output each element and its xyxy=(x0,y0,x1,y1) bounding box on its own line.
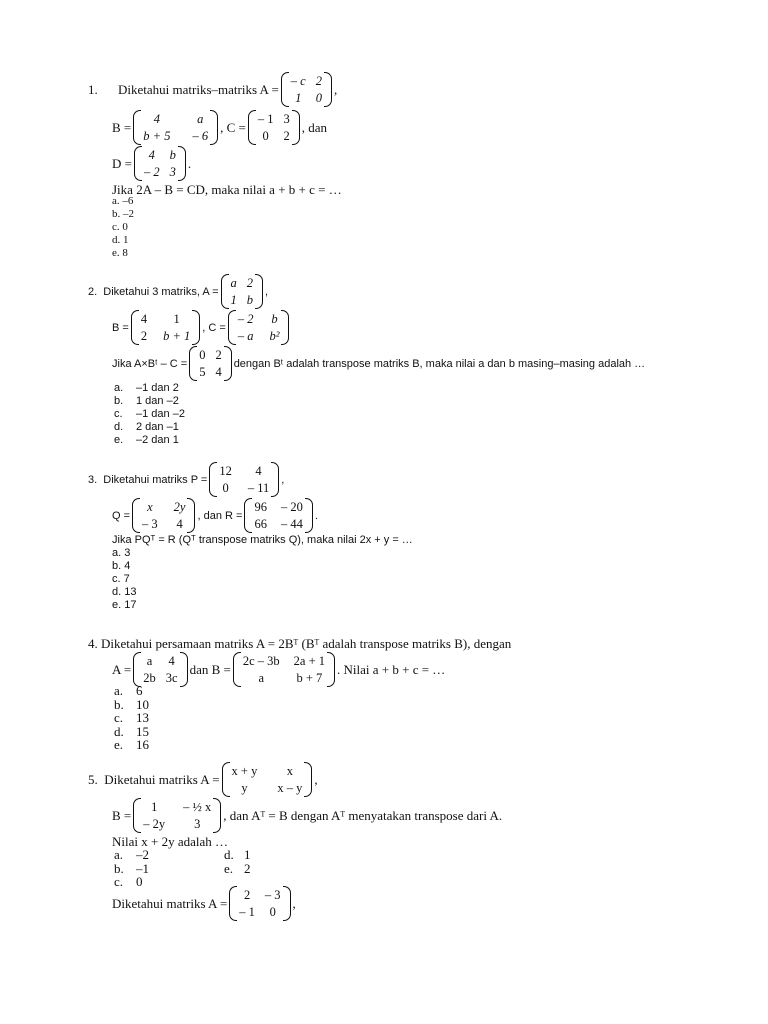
q5-b-line xyxy=(112,798,502,833)
q3-matrix-q: x 2y – 3 4 xyxy=(132,498,195,533)
q4-option-e[interactable]: e. 16 xyxy=(114,737,149,752)
q5-option-b[interactable]: b. –1 xyxy=(114,860,149,876)
q2-intro: 2. Diketahui 3 matriks, A = xyxy=(88,285,219,298)
q3-options xyxy=(112,547,136,612)
q2-intro-line: 2. Diketahui 3 matriks, A = a 2 1 b , xyxy=(88,276,269,307)
q3-r-prefix: , dan R = xyxy=(197,509,243,522)
q4-a-prefix: A = xyxy=(112,661,132,677)
q4-matrix-line xyxy=(112,652,445,687)
q5-question: Nilai x + 2y adalah … xyxy=(112,834,228,849)
q2-question-line xyxy=(112,346,645,381)
q2-option-b[interactable]: b. 1 dan –2 xyxy=(114,395,179,407)
q4-option-c[interactable]: c. 13 xyxy=(114,710,149,725)
q2-bc-line xyxy=(112,310,291,345)
q1-number: 1. xyxy=(88,81,98,97)
q1-intro: Diketahui matriks–matriks A = xyxy=(118,81,279,97)
q5-intro-line: 5. Diketahui matriks A = x + y x y x – y , xyxy=(88,764,318,795)
q2-option-d[interactable]: d. 2 dan –1 xyxy=(114,421,179,433)
q2-option-e[interactable]: e. –2 dan 1 xyxy=(114,434,179,446)
q3-option-a[interactable]: a. 3 xyxy=(112,547,131,559)
q3-intro-line: 3. Diketahui matriks P = 12 4 0 – 11 , xyxy=(88,464,285,495)
q2-matrix-b: 4 1 2 b + 1 xyxy=(131,310,200,345)
q4-matrix-b: 2c – 3b 2a + 1 a b + 7 xyxy=(233,652,335,687)
q2-b-prefix: B = xyxy=(112,321,129,334)
q3-question: Jika PQᵀ = R (Qᵀ transpose matriks Q), maka nilai 2x + y = … xyxy=(112,534,413,546)
q3-matrix-r: 96 – 20 66 – 44 xyxy=(244,498,312,533)
q5-option-a[interactable]: a. –2 xyxy=(114,847,149,862)
q3-intro: 3. Diketahui matriks P = xyxy=(88,473,208,486)
q1-matrix-a: – c 2 1 0 xyxy=(281,72,332,107)
q4-intro: 4. Diketahui persamaan matriks A = 2Bᵀ (Bᵀ adalah transpose matriks B), dengan xyxy=(88,636,512,651)
q3-option-b[interactable]: b. 4 xyxy=(112,560,131,572)
q1-option-e[interactable]: e. 8 xyxy=(112,247,128,259)
q4-b-prefix: dan B = xyxy=(189,661,231,677)
q1-option-c[interactable]: c. 0 xyxy=(112,221,128,233)
q1-matrix-c: – 1 3 0 2 xyxy=(248,110,300,145)
q2-c-prefix: , C = xyxy=(202,321,226,334)
q1-options xyxy=(112,195,134,260)
q1-option-d[interactable]: d. 1 xyxy=(112,234,129,246)
q1-d-prefix: D = xyxy=(112,155,132,171)
q5-b-suffix: , dan Aᵀ = B dengan Aᵀ menyatakan transpose dari A. xyxy=(223,807,503,823)
q1-bc-line xyxy=(112,110,327,145)
q5-matrix-b: 1 – ½ x – 2y 3 xyxy=(133,798,221,833)
q3-matrix-p: 12 4 0 – 11 xyxy=(209,462,279,497)
q2-question-prefix: Jika A×Bᵗ – C = xyxy=(112,357,188,370)
q4-matrix-a: a 4 2b 3c xyxy=(133,652,187,687)
q1-c-suffix: , dan xyxy=(301,119,327,135)
q3-option-d[interactable]: d. 13 xyxy=(112,586,137,598)
q5-option-c[interactable]: c. 0 xyxy=(114,874,143,889)
q4-options xyxy=(114,684,149,752)
q2-matrix-a: a 2 1 b xyxy=(221,274,264,309)
q5-b-prefix: B = xyxy=(112,807,132,823)
q6-matrix-a: 2 – 3 – 1 0 xyxy=(229,886,290,921)
q2-question-suffix: dengan Bᵗ adalah transpose matriks B, maka nilai a dan b masing–masing adalah … xyxy=(233,357,646,370)
q2-matrix-c: – 2 b – a b² xyxy=(228,310,290,345)
q2-option-c[interactable]: c. –1 dan –2 xyxy=(114,408,185,420)
q3-qr-line: Q = x 2y – 3 4 , dan R = 96 – 20 66 – 44 . xyxy=(112,500,318,531)
q4-option-b[interactable]: b. 10 xyxy=(114,696,149,712)
q4-option-d[interactable]: d. 15 xyxy=(114,723,149,739)
q1-d-line: D = 4 b – 2 3 . xyxy=(112,148,192,179)
q6-intro: Diketahui matriks A = xyxy=(112,895,228,911)
q1-intro-line: 1. Diketahui matriks–matriks A = – c 2 1 0 , xyxy=(88,74,338,105)
q2-matrix-result: 0 2 5 4 xyxy=(189,346,232,381)
q1-matrix-d: 4 b – 2 3 xyxy=(134,146,186,181)
q2-options xyxy=(114,382,185,447)
q3-option-c[interactable]: c. 7 xyxy=(112,573,130,585)
q1-question: Jika 2A – B = CD, maka nilai a + b + c = … xyxy=(112,182,342,197)
q1-option-b[interactable]: b. –2 xyxy=(112,208,134,220)
q5-matrix-a: x + y x y x – y xyxy=(222,762,313,797)
q5-options-right xyxy=(224,848,251,875)
q2-option-a[interactable]: a. –1 dan 2 xyxy=(114,382,179,394)
q1-option-a[interactable]: a. –6 xyxy=(112,195,134,207)
q3-q-prefix: Q = xyxy=(112,509,131,522)
q4-question: . Nilai a + b + c = … xyxy=(337,661,446,677)
q5-options-left xyxy=(114,848,149,889)
q5-option-d[interactable]: d. 1 xyxy=(224,847,251,862)
q5-intro: 5. Diketahui matriks A = xyxy=(88,771,220,787)
q5-option-e[interactable]: e. 2 xyxy=(224,860,251,876)
q1-b-prefix: B = xyxy=(112,119,132,135)
q1-matrix-b: 4 a b + 5 – 6 xyxy=(133,110,218,145)
q1-c-prefix: , C = xyxy=(220,119,246,135)
q3-option-e[interactable]: e. 17 xyxy=(112,599,137,611)
q4-option-a[interactable]: a. 6 xyxy=(114,683,143,698)
q6-intro-line: Diketahui matriks A = 2 – 3 – 1 0 , xyxy=(112,888,296,919)
